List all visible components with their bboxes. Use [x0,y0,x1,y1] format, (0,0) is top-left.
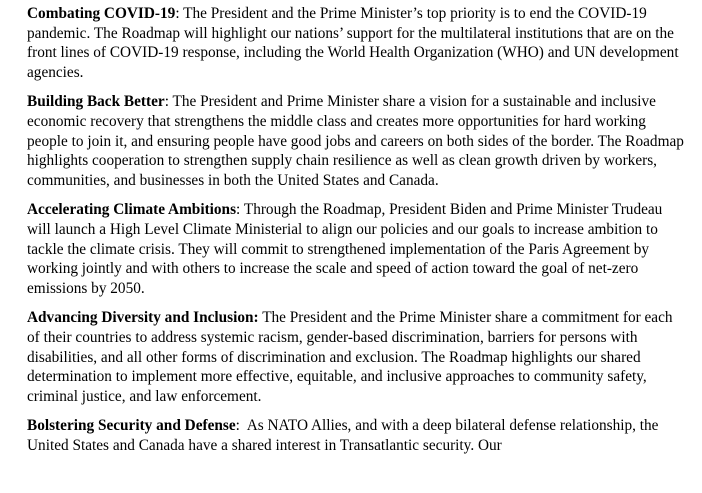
paragraph-diversity-inclusion [27,308,687,406]
paragraph-heading: Combating COVID-19 [27,5,176,22]
paragraph-heading: Accelerating Climate Ambitions [27,201,237,219]
paragraph-body: The President and the Prime Minister share a commitment for each of their countries to address systemic racism, gender-based discrimination, barriers for persons with disabilities, and all other forms of discrimination and exclusion. The Roadmap highlights our shared determination to implement more effective, equitable, and inclusive approaches to community safety, criminal justice, and law enforcement. [27,309,673,405]
paragraph-body: Through the Roadmap, President Biden and Prime Minister Trudeau will launch a High Level Climate Ministerial to align our policies and our goals to increase ambition to tackle the climate crisis. They will commit to strengthened implementation of the Paris Agreement by working jointly and with others to increase the scale and speed of action toward the goal of net-zero emissions by 2050. [27,201,663,297]
paragraph-body: The President and the Prime Minister’s top priority is to end the COVID-19 pandemic. The Roadmap will highlight our nations’ support for the multilateral institutions that are on the front lines of COVID-19 response, including the World Health Organization (WHO) and UN development agencies. [27,5,679,81]
heading-separator: : [235,417,247,435]
heading-separator: : [175,5,184,22]
paragraph-heading: Bolstering Security and Defense [27,417,236,435]
document-page [27,4,687,465]
paragraph-climate-ambitions [27,200,687,298]
paragraph-building-back-better [27,92,687,190]
paragraph-security-defense [27,416,687,455]
heading-separator: : [164,93,173,111]
heading-separator: : [236,201,244,219]
paragraph-heading: Advancing Diversity and Inclusion: [27,309,259,327]
paragraph-combating-covid [27,4,687,82]
paragraph-body: As NATO Allies, and with a deep bilateral defense relationship, the United States and Canada have a shared interest in Transatlantic security. Our [27,417,659,454]
paragraph-body: The President and Prime Minister share a vision for a sustainable and inclusive economic recovery that strengthens the middle class and creates more opportunities for hard working people to join it, and ensuring people have good jobs and careers on both sides of the border. The Roadmap highlights cooperation to strengthen supply chain resilience as well as clean growth driven by workers, communities, and businesses in both the United States and Canada. [27,93,684,189]
paragraph-heading: Building Back Better [27,93,165,111]
